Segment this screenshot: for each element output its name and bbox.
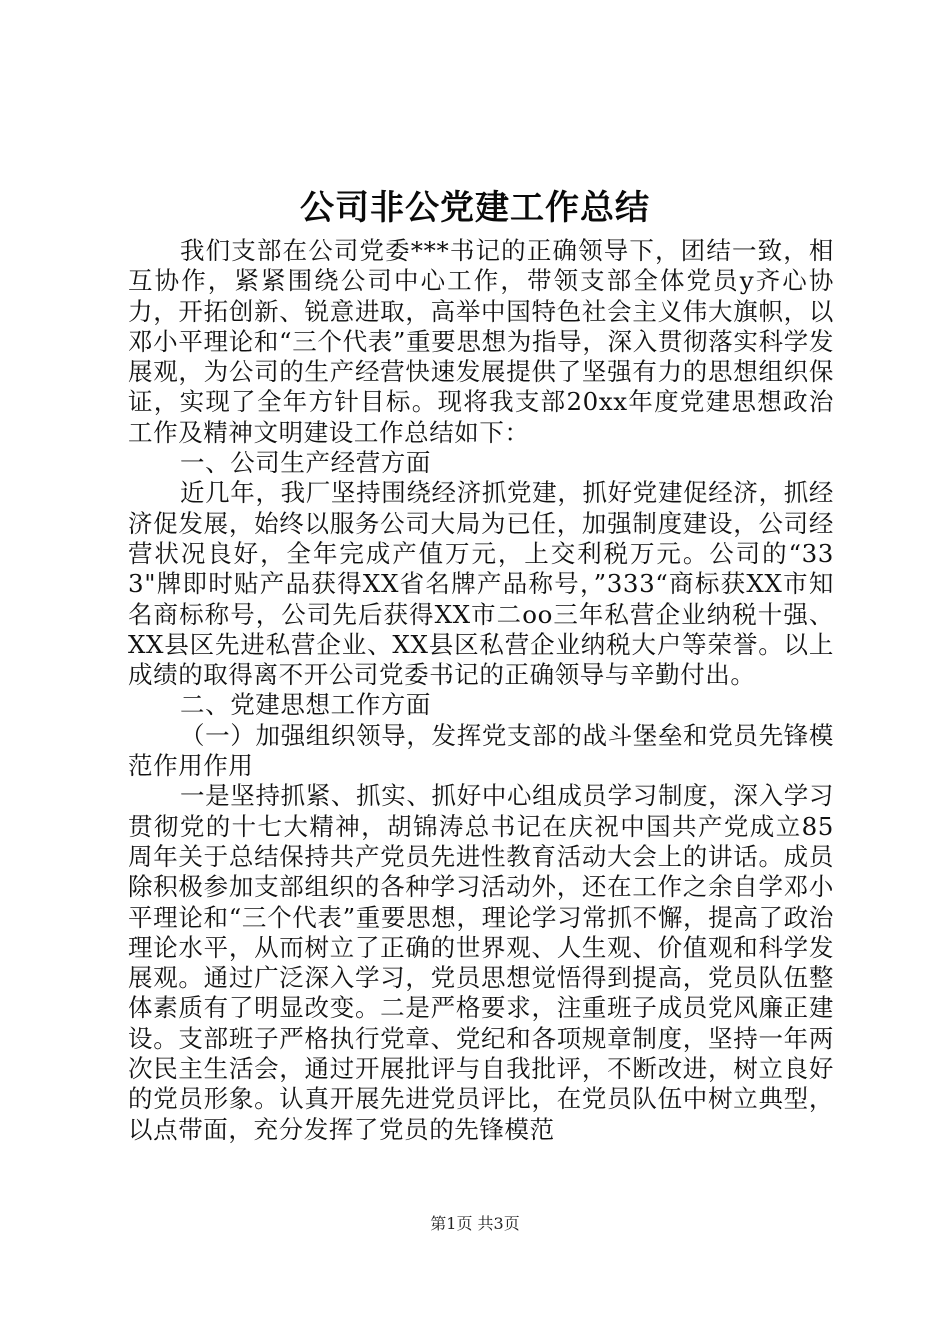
page-footer: 第1页 共3页 xyxy=(430,1214,520,1233)
paragraph-production: 近几年，我厂坚持围绕经济抓党建，抓好党建促经济，抓经济促发展，始终以服务公司大局为已任，加强制度建设，公司经营状况良好，全年完成产值万元，上交利税万元。公司的“333"牌即时贴产品获得XX省名牌产品称号，”333“商标获XX市知名商标称号，公司先后获得XX市二oo三年私营企业纳税十强、XX县区先进私营企业、XX县区私营企业纳税大户等荣誉。以上成绩的取得离不开公司党委书记的正确领导与辛勤付出。 xyxy=(128,478,834,690)
paragraph-intro: 我们支部在公司党委***书记的正确领导下，团结一致，相互协作，紧紧围绕公司中心工作，带领支部全体党员y齐心协力，开拓创新、锐意进取，高举中国特色社会主义伟大旗帜，以邓小平理论和“三个代表”重要思想为指导，深入贯彻落实科学发展观，为公司的生产经营快速发展提供了坚强有力的思想组织保证，实现了全年方针目标。现将我支部20xx年度党建思想政治工作及精神文明建设工作总结如下： xyxy=(128,236,834,447)
section-heading-production: 一、公司生产经营方面 xyxy=(180,448,431,478)
document-body xyxy=(128,236,834,1145)
subsection-heading-organization: （一）加强组织领导，发挥党支部的战斗堡垒和党员先锋模范作用作用 xyxy=(128,720,834,781)
document-title: 公司非公党建工作总结 xyxy=(300,188,650,228)
paragraph-study: 一是坚持抓紧、抓实、抓好中心组成员学习制度，深入学习贯彻党的十七大精神，胡锦涛总书记在庆祝中国共产党成立85周年关于总结保持共产党员先进性教育活动大会上的讲话。成员除积极参加支部组织的各种学习活动外，还在工作之余自学邓小平理论和“三个代表”重要思想，理论学习常抓不懈，提高了政治理论水平，从而树立了正确的世界观、人生观、价值观和科学发展观。通过广泛深入学习，党员思想觉悟得到提高，党员队伍整体素质有了明显改变。二是严格要求，注重班子成员党风廉正建设。支部班子严格执行党章、党纪和各项规章制度，坚持一年两次民主生活会，通过开展批评与自我批评，不断改进，树立良好的党员形象。认真开展先进党员评比，在党员队伍中树立典型，以点带面，充分发挥了党员的先锋模范 xyxy=(128,781,834,1144)
section-heading-party-building: 二、党建思想工作方面 xyxy=(180,690,431,720)
